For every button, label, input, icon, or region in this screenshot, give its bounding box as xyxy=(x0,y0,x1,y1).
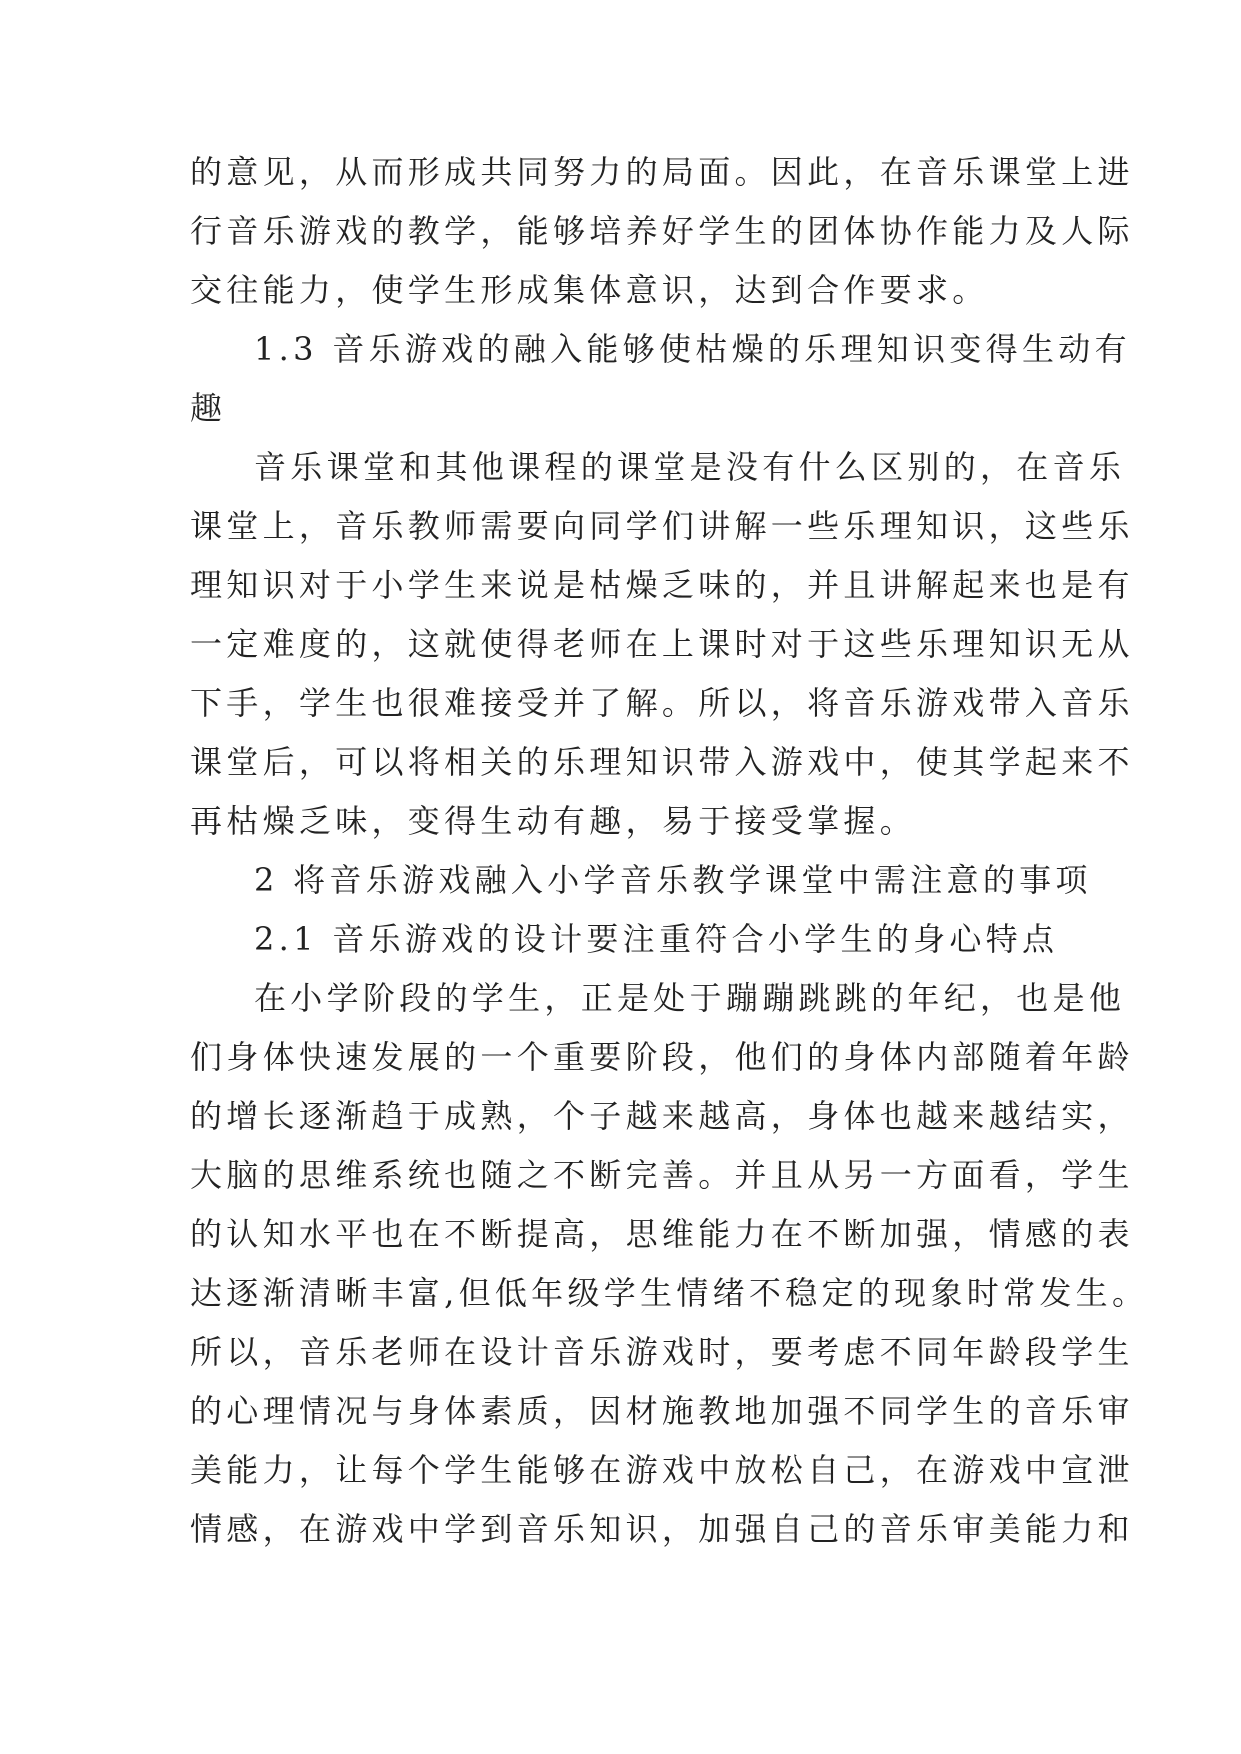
text-line: 课堂后，可以将相关的乐理知识带入游戏中，使其学起来不 xyxy=(190,743,1134,781)
text-line: 交往能力，使学生形成集体意识，达到合作要求。 xyxy=(190,271,989,309)
text-line: 一定难度的，这就使得老师在上课时对于这些乐理知识无从 xyxy=(190,625,1134,663)
section-heading-2-1: 2.1 音乐游戏的设计要注重符合小学生的身心特点 xyxy=(254,920,1059,958)
text-line: 大脑的思维系统也随之不断完善。并且从另一方面看，学生 xyxy=(190,1156,1134,1194)
text-line: 课堂上，音乐教师需要向同学们讲解一些乐理知识，这些乐 xyxy=(190,507,1134,545)
text-line: 的心理情况与身体素质，因材施教地加强不同学生的音乐审 xyxy=(190,1392,1134,1430)
text-line: 再枯燥乏味，变得生动有趣，易于接受掌握。 xyxy=(190,802,917,840)
text-line: 达逐渐清晰丰富,但低年级学生情绪不稳定的现象时常发生。 xyxy=(190,1274,1149,1312)
text-line: 所以，音乐老师在设计音乐游戏时，要考虑不同年龄段学生 xyxy=(190,1333,1134,1371)
text-line: 行音乐游戏的教学，能够培养好学生的团体协作能力及人际 xyxy=(190,212,1134,250)
section-heading-1-3: 1.3 音乐游戏的融入能够使枯燥的乐理知识变得生动有 xyxy=(254,330,1131,368)
section-heading-1-3-continued: 趣 xyxy=(190,389,227,427)
text-line: 理知识对于小学生来说是枯燥乏味的，并且讲解起来也是有 xyxy=(190,566,1134,604)
text-line: 在小学阶段的学生，正是处于蹦蹦跳跳的年纪，也是他 xyxy=(254,979,1126,1017)
section-heading-2: 2 将音乐游戏融入小学音乐教学课堂中需注意的事项 xyxy=(254,861,1092,899)
text-line: 的意见，从而形成共同努力的局面。因此，在音乐课堂上进 xyxy=(190,153,1134,191)
text-line: 的认知水平也在不断提高，思维能力在不断加强，情感的表 xyxy=(190,1215,1134,1253)
text-line: 下手，学生也很难接受并了解。所以，将音乐游戏带入音乐 xyxy=(190,684,1134,722)
text-line: 音乐课堂和其他课程的课堂是没有什么区别的，在音乐 xyxy=(254,448,1126,486)
text-line: 情感，在游戏中学到音乐知识，加强自己的音乐审美能力和 xyxy=(190,1510,1134,1548)
text-line: 美能力，让每个学生能够在游戏中放松自己，在游戏中宣泄 xyxy=(190,1451,1134,1489)
text-line: 的增长逐渐趋于成熟，个子越来越高，身体也越来越结实， xyxy=(190,1097,1134,1135)
text-line: 们身体快速发展的一个重要阶段，他们的身体内部随着年龄 xyxy=(190,1038,1134,1076)
